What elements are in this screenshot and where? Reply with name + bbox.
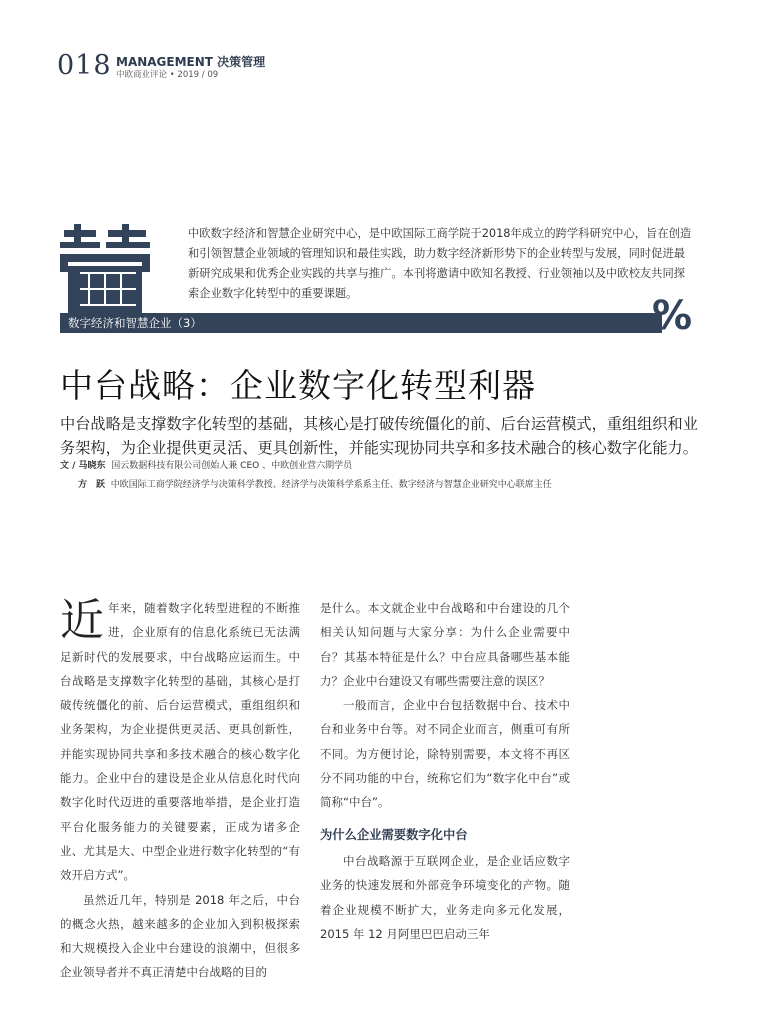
section-title (116, 56, 265, 68)
section-title-en: MANAGEMENT (116, 55, 213, 69)
paragraph-4: 中台战略源于互联网企业，是企业话应数字业务的快速发展和外部竞争环境变化的产物。随着企业规模不断扩大，业务走向多元化发展，2015 年 12 月阿里巴巴启动三年 (320, 853, 570, 941)
paragraph-3: 一般而言，企业中台包括数据中台、技术中台和业务中台等。对不同企业而言，侧重可有所不同。为方便讨论，除特别需要，本文将不再区分不同功能的中台，统称它们为“数字化中台”或简称“中台”。 (320, 698, 570, 810)
byline-1-role: 国云数据科技有限公司创始人兼 CEO 、中欧创业营六期学员 (111, 461, 353, 471)
byline-2-name: 方 跃 (78, 480, 106, 490)
byline-author-1 (60, 462, 352, 471)
article-title: 中台战略：企业数字化转型利器 (60, 366, 536, 405)
journal-issue: 中欧商业评论 • 2019 / 09 (116, 70, 219, 80)
article-subtitle: 中台战略是支撑数字化转型的基础，其核心是打破传统僵化的前、后台运营模式，重组组织和业务架构，为企业提供更灵活、更具创新性，并能实现协同共享和多技术融合的核心数字化能力。 (60, 415, 698, 457)
column-intro: 中欧数字经济和智慧企业研究中心，是中欧国际工商学院于2018年成立的跨学科研究中心，旨在创造和引领智慧企业领域的管理知识和最佳实践，助力数字经济新形势下的企业转型与发展，同时促进最新研究成果和优秀企业实践的共享与推广。本刊将邀请中欧知名教授、行业领袖以及中欧校友共同探索企业数字化转型中的重要课题。 (188, 227, 692, 300)
series-label: 数字经济和智慧企业（3） (68, 316, 202, 330)
paragraph-2-start: 虽然近几年，特别是 2018 年之后，中台的概念火热，越来越多的企业加入到积极探索和大规模投入企业中台建设的浪潮中，但很多企业领导者并不真正清楚中台战略的目的 (60, 892, 300, 980)
paragraph-2-end: 是什么。本文就企业中台战略和中台建设的几个相关认知问题与大家分享：为什么企业需要中台？其基本特征是什么？中台应具备哪些基本能力？企业中台建设又有哪些需要注意的误区？ (320, 601, 570, 688)
section-title-cn: 决策管理 (217, 55, 266, 69)
body-column-left (60, 596, 300, 985)
body-column-right (320, 596, 570, 946)
section-heading: 为什么企业需要数字化中台 (320, 827, 468, 842)
drop-cap: 近 (60, 595, 104, 646)
paragraph-1-text: 年来，随着数字化转型进程的不断推进，企业原有的信息化系统已无法满足新时代的发展要求，中台战略应运而生。中台战略是支撑数字化转型的基础，其核心是打破传统僵化的前、后台运营模式，重组组织和业务架构，为企业提供更灵活、更具创新性，并能实现协同共享和多技术融合的核心数字化能力。企业中台的建设是企业从信息化时代向数字化时代迈进的重要落地举措，是企业打造平台化服务能力的关键要素，正成为诸多企业、尤其是大、中型企业进行数字化转型的“有效开启方式”。 (60, 601, 300, 883)
byline-1-name: 文 / 马晓东 (60, 461, 106, 471)
paragraph-1 (60, 596, 300, 888)
percent-icon: % (652, 293, 693, 339)
page-number: 018 (57, 50, 112, 81)
byline-author-2 (78, 481, 552, 490)
column-logo (60, 224, 150, 316)
byline-2-role: 中欧国际工商学院经济学与决策科学教授、经济学与决策科学系系主任、数字经济与智慧企业研究中心联席主任 (110, 480, 552, 490)
